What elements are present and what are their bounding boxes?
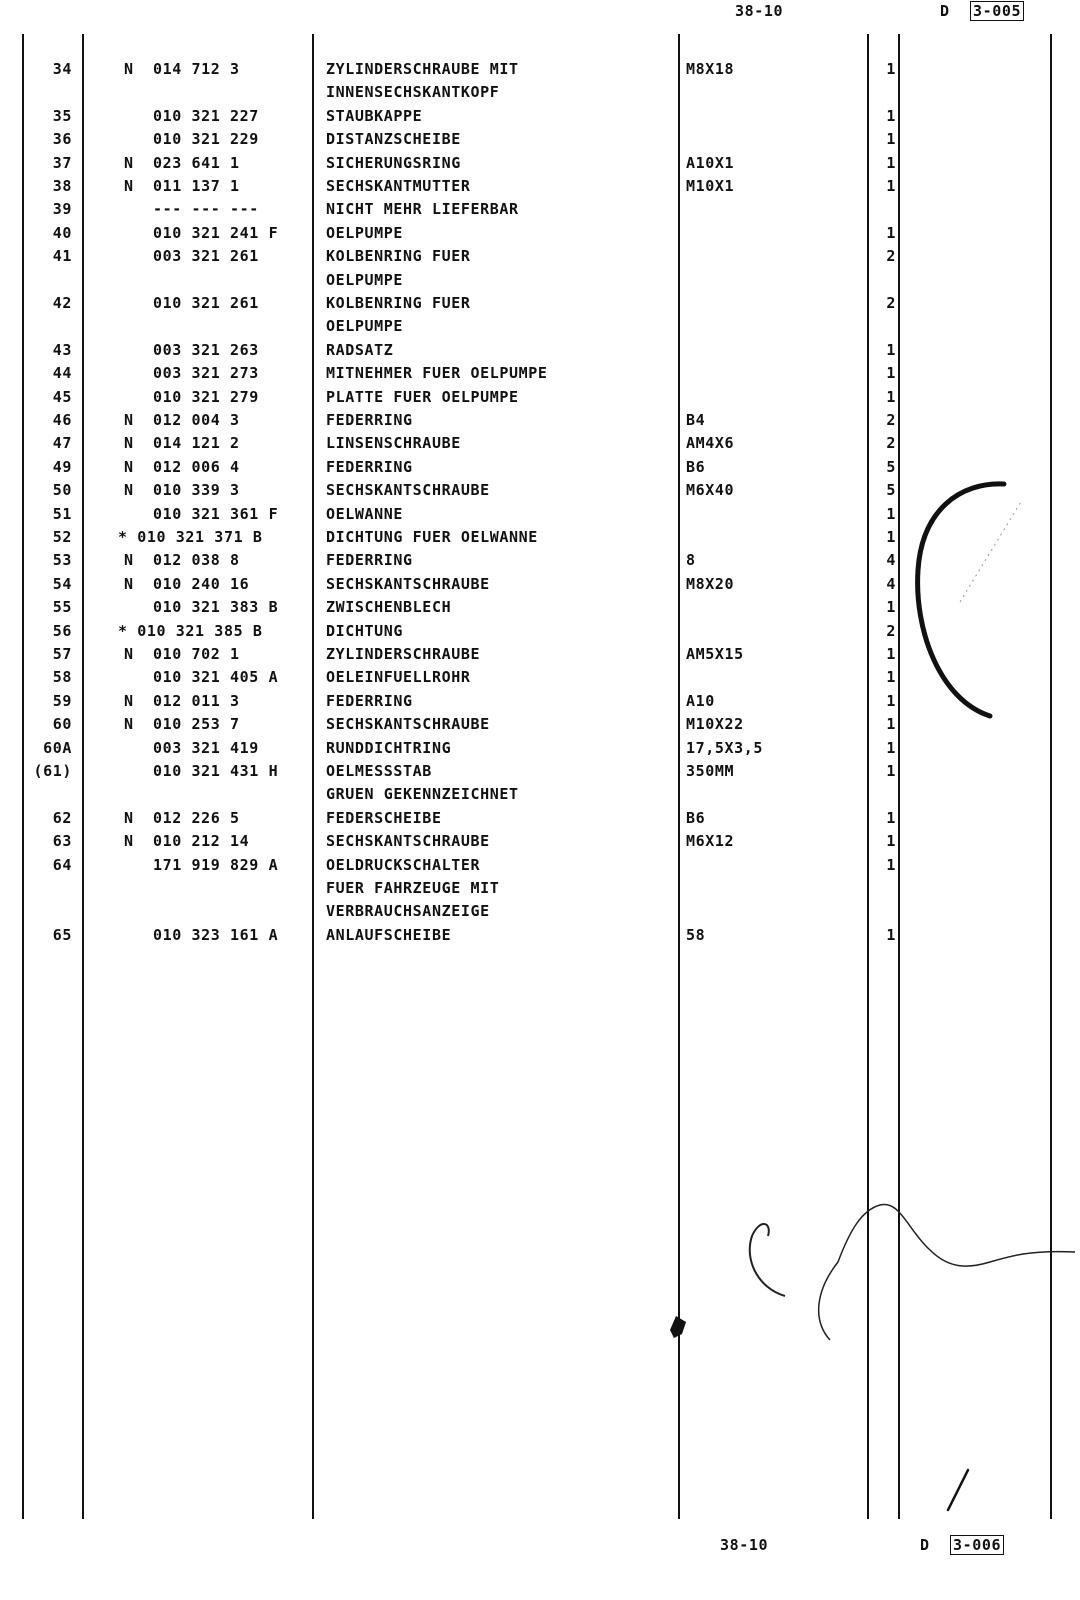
part-quantity: 2 — [886, 294, 896, 312]
standard-part-flag: N — [124, 645, 134, 663]
table-row — [0, 315, 1080, 338]
item-number: 58 — [52, 668, 72, 687]
part-quantity: 1 — [886, 645, 896, 663]
part-quantity: 1 — [886, 691, 896, 710]
standard-part-flag: N — [124, 177, 134, 195]
part-number: 003 321 261 — [153, 247, 259, 266]
part-dimension: M6X12 — [686, 832, 735, 851]
table-row — [0, 737, 1080, 760]
part-description: SECHSKANTMUTTER — [326, 177, 471, 195]
table-row — [0, 152, 1080, 175]
footer-doc-code: D — [920, 1536, 930, 1554]
item-number: 37 — [52, 153, 72, 172]
table-row — [0, 175, 1080, 198]
part-quantity: 1 — [886, 762, 896, 780]
table-row — [0, 386, 1080, 409]
standard-part-flag: N — [124, 457, 134, 476]
part-description: OELEINFUELLROHR — [326, 668, 471, 687]
part-description: OELMESSSTAB — [326, 762, 432, 780]
table-row — [0, 81, 1080, 104]
part-description: MITNEHMER FUER OELPUMPE — [326, 364, 548, 383]
part-number: 012 226 5 — [153, 808, 240, 827]
part-quantity: 1 — [886, 387, 896, 406]
item-number: 49 — [52, 457, 72, 476]
item-number: 42 — [52, 294, 72, 312]
footer-page-box: 3-006 — [950, 1535, 1004, 1555]
part-description: VERBRAUCHSANZEIGE — [326, 902, 490, 921]
part-quantity: 1 — [886, 364, 896, 383]
table-row — [0, 643, 1080, 666]
header-page-ref: 38-10 — [735, 2, 784, 20]
part-quantity: 1 — [886, 598, 896, 617]
part-number: 010 339 3 — [153, 481, 240, 500]
part-quantity: 1 — [886, 504, 896, 523]
part-number: 010 321 241 F — [153, 223, 279, 242]
part-description: LINSENSCHRAUBE — [326, 434, 461, 453]
item-number: 54 — [52, 574, 72, 593]
part-number: 012 006 4 — [153, 457, 240, 476]
item-number: 44 — [52, 364, 72, 383]
table-row — [0, 503, 1080, 526]
part-dimension: M8X18 — [686, 60, 735, 78]
part-description: FEDERRING — [326, 411, 413, 429]
part-description: FEDERRING — [326, 457, 413, 476]
item-number: 63 — [52, 832, 72, 851]
item-number: 35 — [52, 106, 72, 125]
part-dimension: 17,5X3,5 — [686, 738, 764, 757]
part-dimension: A10 — [686, 691, 715, 710]
item-number: 56 — [52, 621, 72, 640]
part-quantity: 1 — [886, 668, 896, 687]
part-description: PLATTE FUER OELPUMPE — [326, 387, 519, 406]
part-description: ZWISCHENBLECH — [326, 598, 452, 617]
part-number: 010 702 1 — [153, 645, 240, 663]
part-quantity: 5 — [886, 481, 896, 500]
table-row — [0, 269, 1080, 292]
part-dimension: 350MM — [686, 762, 735, 780]
standard-part-flag: N — [124, 715, 134, 734]
part-number: 011 137 1 — [153, 177, 240, 195]
part-number: 023 641 1 — [153, 153, 240, 172]
table-row — [0, 620, 1080, 643]
part-dimension: 58 — [686, 925, 706, 944]
part-number: 171 919 829 A — [153, 855, 279, 874]
item-number: 34 — [52, 60, 72, 78]
part-number: --- --- --- — [153, 200, 259, 219]
part-number: 012 011 3 — [153, 691, 240, 710]
part-quantity: 4 — [886, 551, 896, 570]
table-row — [0, 292, 1080, 315]
standard-part-flag: N — [124, 411, 134, 429]
table-row — [0, 877, 1080, 900]
part-number: * 010 321 385 B — [118, 621, 263, 640]
part-description: KOLBENRING FUER — [326, 294, 471, 312]
standard-part-flag: N — [124, 691, 134, 710]
part-number: 010 323 161 A — [153, 925, 279, 944]
part-description: RUNDDICHTRING — [326, 738, 452, 757]
table-row — [0, 807, 1080, 830]
standard-part-flag: N — [124, 434, 134, 453]
header-doc-code: D — [940, 2, 950, 20]
item-number: 40 — [52, 223, 72, 242]
table-row — [0, 432, 1080, 455]
part-description: OELDRUCKSCHALTER — [326, 855, 481, 874]
table-row — [0, 666, 1080, 689]
table-row — [0, 596, 1080, 619]
part-description: FUER FAHRZEUGE MIT — [326, 879, 500, 897]
part-description: FEDERRING — [326, 551, 413, 570]
part-quantity: 2 — [886, 621, 896, 640]
part-description: FEDERSCHEIBE — [326, 808, 442, 827]
part-quantity: 1 — [886, 925, 896, 944]
item-number: 41 — [52, 247, 72, 266]
item-number: 36 — [52, 130, 72, 149]
table-row — [0, 924, 1080, 947]
table-row — [0, 760, 1080, 783]
part-quantity: 1 — [886, 153, 896, 172]
part-dimension: A10X1 — [686, 153, 735, 172]
table-row — [0, 339, 1080, 362]
part-number: 012 038 8 — [153, 551, 240, 570]
part-number: * 010 321 371 B — [118, 528, 263, 546]
table-row — [0, 58, 1080, 81]
standard-part-flag: N — [124, 551, 134, 570]
part-quantity: 2 — [886, 247, 896, 266]
part-description: SECHSKANTSCHRAUBE — [326, 574, 490, 593]
part-description: OELPUMPE — [326, 223, 404, 242]
part-number: 010 321 431 H — [153, 762, 279, 780]
standard-part-flag: N — [124, 153, 134, 172]
standard-part-flag: N — [124, 808, 134, 827]
part-description: OELPUMPE — [326, 317, 404, 336]
part-quantity: 1 — [886, 832, 896, 851]
part-description: ANLAUFSCHEIBE — [326, 925, 452, 944]
part-number: 010 321 261 — [153, 294, 259, 312]
item-number: 60A — [43, 738, 72, 757]
item-number: 64 — [52, 855, 72, 874]
item-number: (61) — [33, 762, 72, 780]
part-quantity: 1 — [886, 60, 896, 78]
part-number: 014 712 3 — [153, 60, 240, 78]
part-number: 010 212 14 — [153, 832, 250, 851]
table-row — [0, 362, 1080, 385]
part-quantity: 1 — [886, 855, 896, 874]
part-quantity: 1 — [886, 106, 896, 125]
part-dimension: M8X20 — [686, 574, 735, 593]
part-quantity: 1 — [886, 223, 896, 242]
part-dimension: AM5X15 — [686, 645, 744, 663]
part-number: 010 253 7 — [153, 715, 240, 734]
table-row — [0, 526, 1080, 549]
item-number: 43 — [52, 340, 72, 359]
part-dimension: M10X22 — [686, 715, 744, 734]
part-dimension: B6 — [686, 808, 706, 827]
part-description: INNENSECHSKANTKOPF — [326, 83, 500, 102]
item-number: 39 — [52, 200, 72, 219]
part-number: 003 321 273 — [153, 364, 259, 383]
part-quantity: 1 — [886, 715, 896, 734]
part-description: FEDERRING — [326, 691, 413, 710]
table-row — [0, 830, 1080, 853]
item-number: 45 — [52, 387, 72, 406]
part-description: DICHTUNG — [326, 621, 404, 640]
part-description: STAUBKAPPE — [326, 106, 423, 125]
item-number: 53 — [52, 551, 72, 570]
item-number: 65 — [52, 925, 72, 944]
part-quantity: 1 — [886, 738, 896, 757]
part-description: SECHSKANTSCHRAUBE — [326, 832, 490, 851]
standard-part-flag: N — [124, 832, 134, 851]
table-row — [0, 245, 1080, 268]
item-number: 55 — [52, 598, 72, 617]
part-description: OELWANNE — [326, 504, 404, 523]
part-number: 010 321 229 — [153, 130, 259, 149]
part-description: OELPUMPE — [326, 270, 404, 289]
item-number: 62 — [52, 808, 72, 827]
item-number: 51 — [52, 504, 72, 523]
part-number: 010 321 227 — [153, 106, 259, 125]
part-description: SICHERUNGSRING — [326, 153, 461, 172]
part-dimension: M6X40 — [686, 481, 735, 500]
table-row — [0, 479, 1080, 502]
table-row — [0, 105, 1080, 128]
part-dimension: B6 — [686, 457, 706, 476]
table-row — [0, 549, 1080, 572]
standard-part-flag: N — [124, 481, 134, 500]
part-description: RADSATZ — [326, 340, 394, 359]
item-number: 52 — [52, 528, 72, 546]
part-quantity: 4 — [886, 574, 896, 593]
table-row — [0, 854, 1080, 877]
table-row — [0, 690, 1080, 713]
part-number: 012 004 3 — [153, 411, 240, 429]
part-dimension: B4 — [686, 411, 706, 429]
part-quantity: 1 — [886, 808, 896, 827]
table-row — [0, 573, 1080, 596]
part-number: 010 321 361 F — [153, 504, 279, 523]
part-number: 003 321 263 — [153, 340, 259, 359]
part-quantity: 1 — [886, 130, 896, 149]
item-number: 38 — [52, 177, 72, 195]
part-number: 014 121 2 — [153, 434, 240, 453]
standard-part-flag: N — [124, 574, 134, 593]
table-row — [0, 713, 1080, 736]
part-dimension: 8 — [686, 551, 696, 570]
part-number: 003 321 419 — [153, 738, 259, 757]
part-description: NICHT MEHR LIEFERBAR — [326, 200, 519, 219]
part-quantity: 1 — [886, 528, 896, 546]
item-number: 50 — [52, 481, 72, 500]
part-description: DISTANZSCHEIBE — [326, 130, 461, 149]
part-quantity: 1 — [886, 340, 896, 359]
item-number: 46 — [52, 411, 72, 429]
table-row — [0, 456, 1080, 479]
part-description: GRUEN GEKENNZEICHNET — [326, 785, 519, 804]
part-dimension: M10X1 — [686, 177, 735, 195]
part-number: 010 240 16 — [153, 574, 250, 593]
item-number: 60 — [52, 715, 72, 734]
part-number: 010 321 405 A — [153, 668, 279, 687]
part-description: KOLBENRING FUER — [326, 247, 471, 266]
footer-page-ref: 38-10 — [720, 1536, 769, 1554]
table-row — [0, 198, 1080, 221]
table-row — [0, 222, 1080, 245]
header-page-box: 3-005 — [970, 1, 1024, 21]
part-quantity: 5 — [886, 457, 896, 476]
part-description: SECHSKANTSCHRAUBE — [326, 715, 490, 734]
table-row — [0, 900, 1080, 923]
part-dimension: AM4X6 — [686, 434, 735, 453]
part-description: ZYLINDERSCHRAUBE MIT — [326, 60, 519, 78]
part-quantity: 2 — [886, 411, 896, 429]
part-number: 010 321 383 B — [153, 598, 279, 617]
table-row — [0, 783, 1080, 806]
part-quantity: 2 — [886, 434, 896, 453]
standard-part-flag: N — [124, 60, 134, 78]
part-description: ZYLINDERSCHRAUBE — [326, 645, 481, 663]
part-description: DICHTUNG FUER OELWANNE — [326, 528, 538, 546]
item-number: 47 — [52, 434, 72, 453]
item-number: 57 — [52, 645, 72, 663]
part-number: 010 321 279 — [153, 387, 259, 406]
part-quantity: 1 — [886, 177, 896, 195]
table-row — [0, 128, 1080, 151]
table-row — [0, 409, 1080, 432]
part-description: SECHSKANTSCHRAUBE — [326, 481, 490, 500]
item-number: 59 — [52, 691, 72, 710]
